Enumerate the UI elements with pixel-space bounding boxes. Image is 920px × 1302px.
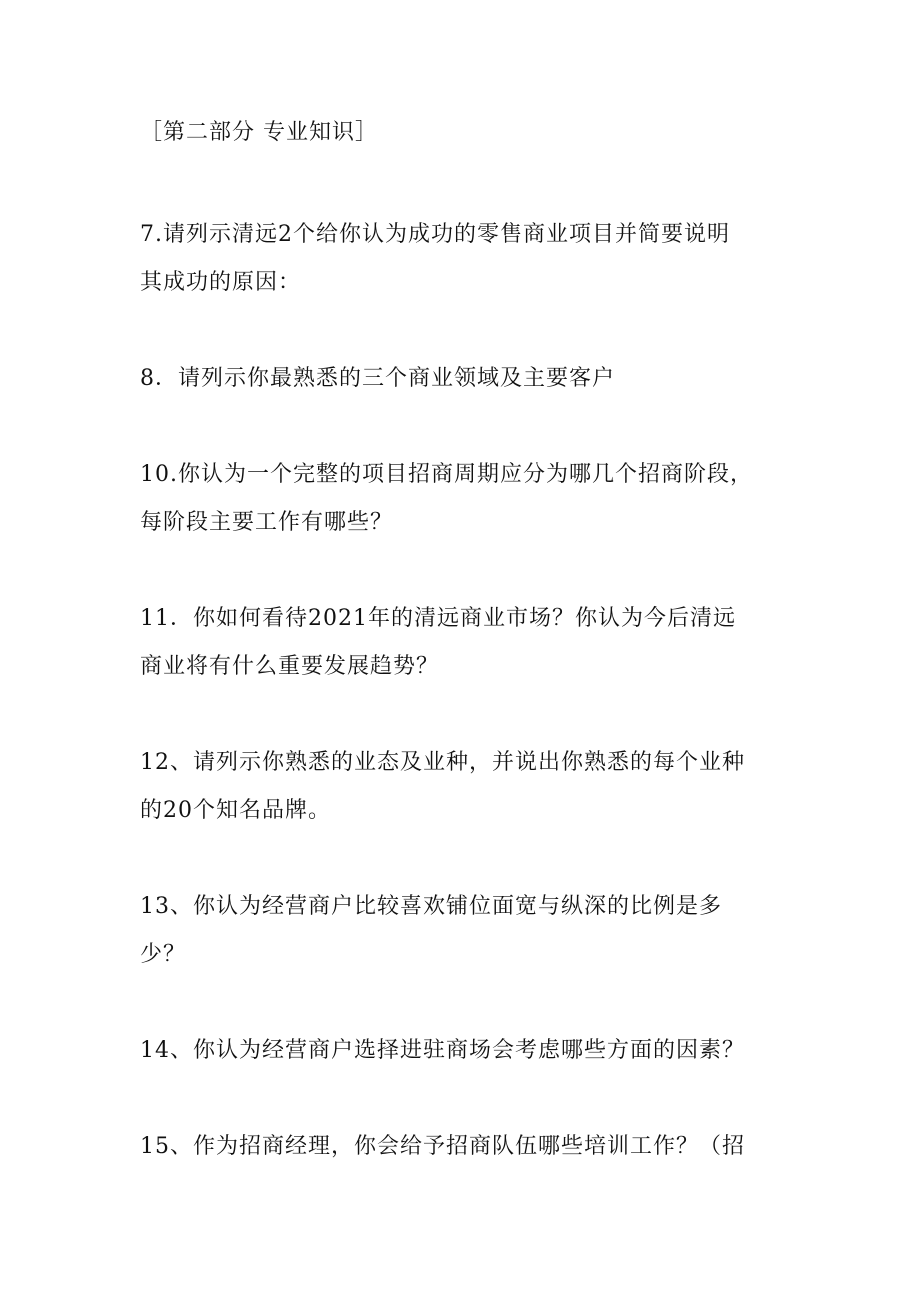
question-13-line-1: 13、你认为经营商户比较喜欢铺位面宽与纵深的比例是多 — [140, 894, 722, 919]
question-10-line-2: 每阶段主要工作有哪些？ — [140, 510, 394, 535]
question-12-line-2: 的20个知名品牌。 — [140, 798, 331, 823]
question-14-line-1: 14、你认为经营商户选择进驻商场会考虑哪些方面的因素？ — [140, 1038, 745, 1063]
question-7-line-1: 7.请列示清远2个给你认为成功的零售商业项目并简要说明 — [140, 222, 730, 247]
question-15-line-1: 15、作为招商经理，你会给予招商队伍哪些培训工作？（招 — [140, 1134, 745, 1159]
question-7-line-2: 其成功的原因： — [140, 270, 302, 295]
question-11-line-2: 商业将有什么重要发展趋势？ — [140, 654, 440, 679]
question-13-line-2: 少？ — [140, 942, 187, 967]
question-12-line-1: 12、请列示你熟悉的业态及业种，并说出你熟悉的每个业种 — [140, 750, 745, 775]
question-10-line-1: 10.你认为一个完整的项目招商周期应分为哪几个招商阶段， — [140, 462, 753, 487]
section-heading: ［第二部分 专业知识］ — [140, 120, 378, 145]
question-11-line-1: 11．你如何看待2021年的清远商业市场？你认为今后清远 — [140, 606, 736, 631]
question-8-line-1: 8．请列示你最熟悉的三个商业领域及主要客户 — [140, 366, 615, 391]
